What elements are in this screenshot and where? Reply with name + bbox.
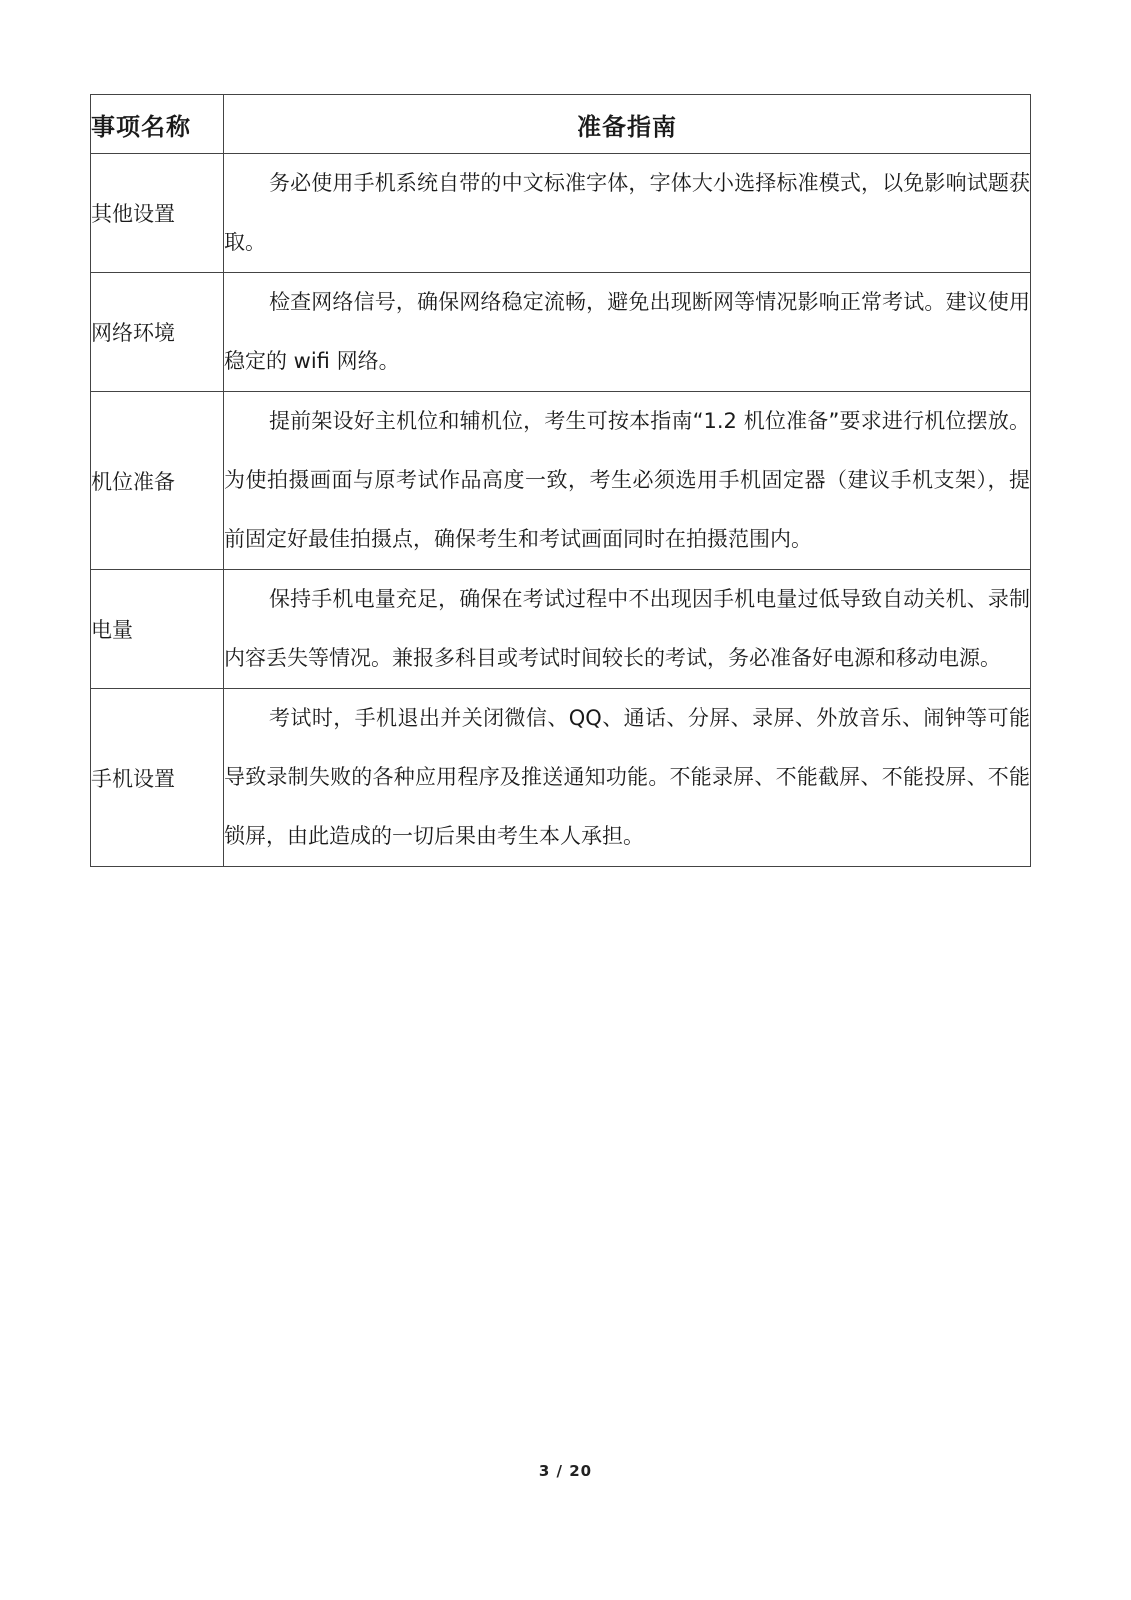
header-guide: 准备指南 <box>224 95 1031 154</box>
header-item-name: 事项名称 <box>91 95 224 154</box>
table-row <box>91 392 1031 570</box>
page-number: 3 / 20 <box>538 1462 593 1480</box>
preparation-guide-table <box>90 94 1031 867</box>
table-row <box>91 154 1031 273</box>
guide-text-cell: 保持手机电量充足，确保在考试过程中不出现因手机电量过低导致自动关机、录制内容丢失等情况。兼报多科目或考试时间较长的考试，务必准备好电源和移动电源。 <box>224 570 1031 689</box>
guide-text-cell: 务必使用手机系统自带的中文标准字体，字体大小选择标准模式，以免影响试题获取。 <box>224 154 1031 273</box>
table-header-row <box>91 95 1031 154</box>
table-row <box>91 570 1031 689</box>
guide-text-cell: 检查网络信号，确保网络稳定流畅，避免出现断网等情况影响正常考试。建议使用稳定的 wifi 网络。 <box>224 273 1031 392</box>
guide-text-cell: 考试时，手机退出并关闭微信、QQ、通话、分屏、录屏、外放音乐、闹钟等可能导致录制失败的各种应用程序及推送通知功能。不能录屏、不能截屏、不能投屏、不能锁屏，由此造成的一切后果由考生本人承担。 <box>224 689 1031 867</box>
item-name-cell: 电量 <box>91 570 224 689</box>
table-row <box>91 689 1031 867</box>
item-name-cell: 手机设置 <box>91 689 224 867</box>
item-name-cell: 网络环境 <box>91 273 224 392</box>
guide-text-cell: 提前架设好主机位和辅机位，考生可按本指南“1.2 机位准备”要求进行机位摆放。为使拍摄画面与原考试作品高度一致，考生必须选用手机固定器（建议手机支架），提前固定好最佳拍摄点，确保考生和考试画面同时在拍摄范围内。 <box>224 392 1031 570</box>
item-name-cell: 其他设置 <box>91 154 224 273</box>
table-row <box>91 273 1031 392</box>
item-name-cell: 机位准备 <box>91 392 224 570</box>
